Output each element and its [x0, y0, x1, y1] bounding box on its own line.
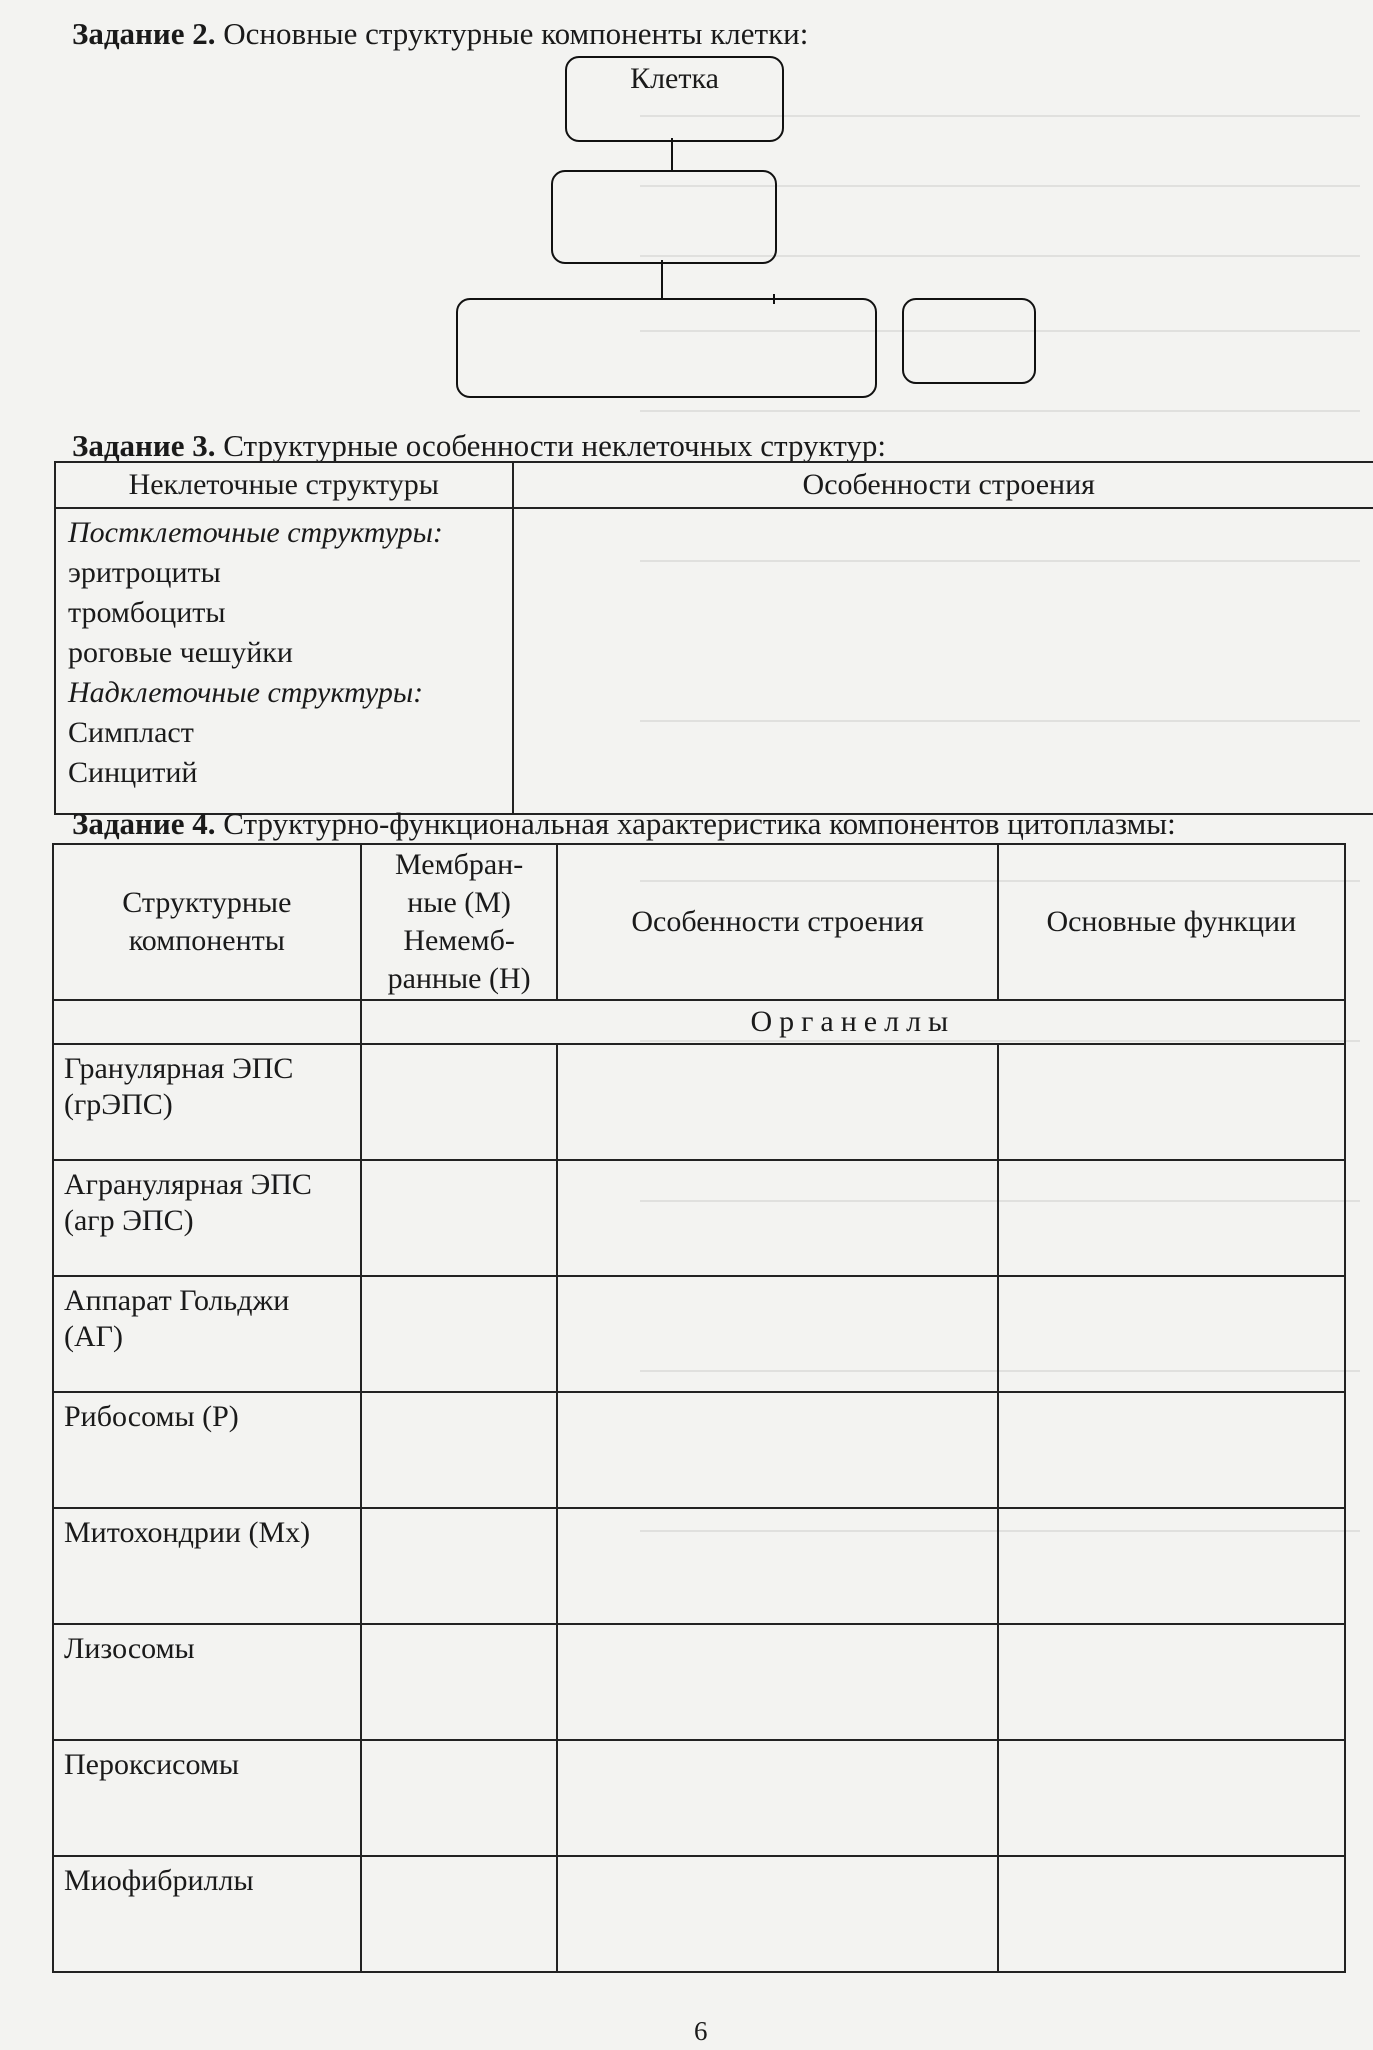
component-name: Пероксисомы [53, 1740, 361, 1856]
noncellular-structures-table [54, 461, 1373, 815]
connector-line [671, 138, 673, 170]
table-row [55, 508, 1373, 814]
answer-cell[interactable] [998, 1044, 1345, 1160]
answer-cell[interactable] [557, 1392, 997, 1508]
task2-title: Основные структурные компоненты клетки: [223, 16, 809, 51]
answer-cell[interactable] [998, 1624, 1345, 1740]
header-structure-features: Особенности строения [513, 462, 1373, 508]
diagram-level2-box [456, 298, 877, 398]
answer-cell[interactable] [361, 1856, 558, 1972]
answer-cell[interactable] [557, 1740, 997, 1856]
answer-cell[interactable] [998, 1276, 1345, 1392]
table-row [53, 1508, 1345, 1624]
list-item: Симпласт [68, 716, 194, 749]
answer-cell[interactable] [998, 1392, 1345, 1508]
task3-heading [72, 428, 886, 464]
table-header-row [53, 844, 1345, 1000]
diagram-root-box [565, 56, 784, 142]
connector-line [661, 260, 663, 298]
noncellular-list-cell [55, 508, 513, 814]
answer-cell[interactable] [998, 1508, 1345, 1624]
answer-cell[interactable] [557, 1508, 997, 1624]
list-item: эритроциты [68, 556, 221, 589]
table-row [53, 1392, 1345, 1508]
component-name: Митохондрии (Мх) [53, 1508, 361, 1624]
task3-title: Структурные особенности неклеточных структур: [223, 428, 886, 463]
group-supracellular: Надклеточные структуры: [68, 676, 424, 709]
section-label: Органеллы [361, 1000, 1345, 1044]
header-main-functions: Основные функции [998, 844, 1345, 1000]
table-row [53, 1624, 1345, 1740]
task4-heading [72, 806, 1176, 842]
answer-cell[interactable] [361, 1508, 558, 1624]
component-name: Лизосомы [53, 1624, 361, 1740]
table-row [53, 1044, 1345, 1160]
answer-cell[interactable] [361, 1740, 558, 1856]
answer-cell[interactable] [361, 1392, 558, 1508]
list-item: Синцитий [68, 756, 198, 789]
task3-label: Задание 3. [72, 428, 216, 463]
table-header-row [55, 462, 1373, 508]
group-postcellular: Постклеточные структуры: [68, 516, 443, 549]
task4-label: Задание 4. [72, 806, 216, 841]
section-row-organelles [53, 1000, 1345, 1044]
header-noncellular: Неклеточные структуры [55, 462, 513, 508]
answer-cell[interactable] [998, 1740, 1345, 1856]
connector-line [773, 294, 775, 304]
component-name: Аппарат Гольджи (АГ) [53, 1276, 361, 1392]
header-structural-components: Структурные компоненты [53, 844, 361, 1000]
task2-heading [72, 16, 808, 52]
list-item: роговые чешуйки [68, 636, 293, 669]
answer-cell[interactable] [557, 1160, 997, 1276]
answer-cell[interactable] [557, 1044, 997, 1160]
answer-cell[interactable] [361, 1276, 558, 1392]
task2-label: Задание 2. [72, 16, 216, 51]
list-item: тромбоциты [68, 596, 226, 629]
page-number: 6 [694, 2016, 708, 2046]
component-name: Рибосомы (Р) [53, 1392, 361, 1508]
table-row [53, 1856, 1345, 1972]
component-name: Миофибриллы [53, 1856, 361, 1972]
answer-cell[interactable] [361, 1160, 558, 1276]
diagram-level1-box [551, 170, 777, 264]
task4-title: Структурно-функциональная характеристика компонентов цитоплазмы: [223, 806, 1176, 841]
header-structure-features: Особенности строения [557, 844, 997, 1000]
diagram-root-label: Клетка [630, 62, 719, 95]
answer-cell[interactable] [361, 1624, 558, 1740]
answer-cell[interactable] [361, 1044, 558, 1160]
features-answer-cell[interactable] [513, 508, 1373, 814]
header-membrane-type: Мембран- ные (М) Немемб- ранные (Н) [361, 844, 558, 1000]
component-name: Гранулярная ЭПС (грЭПС) [53, 1044, 361, 1160]
answer-cell[interactable] [998, 1160, 1345, 1276]
table-row [53, 1276, 1345, 1392]
answer-cell[interactable] [557, 1856, 997, 1972]
cytoplasm-components-table [52, 843, 1346, 1973]
answer-cell[interactable] [557, 1624, 997, 1740]
table-row [53, 1740, 1345, 1856]
answer-cell[interactable] [557, 1276, 997, 1392]
table-row [53, 1160, 1345, 1276]
component-name: Агранулярная ЭПС (агр ЭПС) [53, 1160, 361, 1276]
answer-cell[interactable] [998, 1856, 1345, 1972]
diagram-level2-box [902, 298, 1036, 384]
